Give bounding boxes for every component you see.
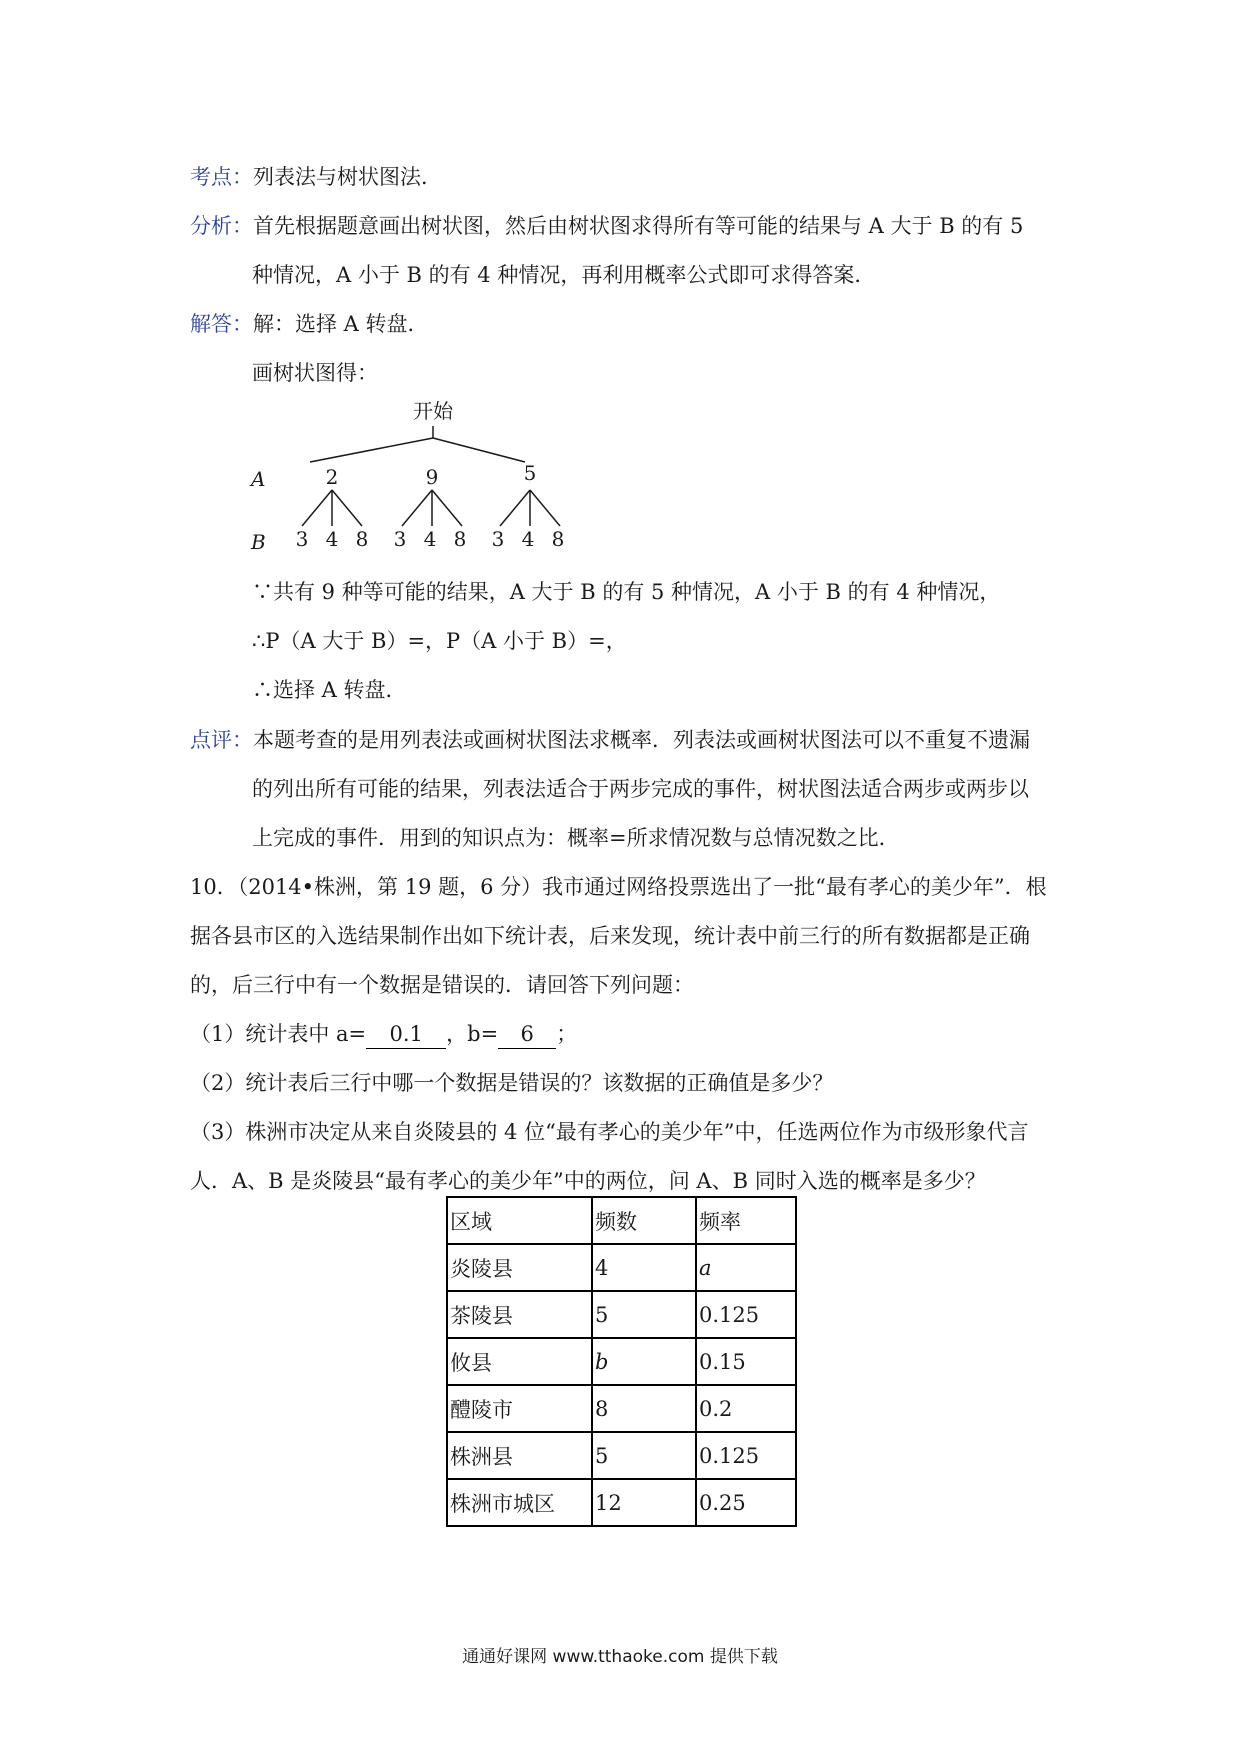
fenxi-label: 分析：	[190, 214, 253, 238]
dianping-label: 点评：	[190, 728, 253, 752]
tree-b-3-8: 8	[551, 527, 565, 551]
tree-b-2-4: 4	[423, 527, 437, 551]
table-header-row	[447, 1197, 796, 1244]
fenxi-text-1: 首先根据题意画出树状图，然后由树状图求得所有等可能的结果与 A 大于 B 的有 5	[253, 214, 1024, 238]
q10-part-3-line-1: （3）株洲市决定从来自炎陵县的 4 位“最有孝心的美少年”中，任选两位作为市级形象代言	[190, 1120, 1029, 1144]
table-cell: 醴陵市	[447, 1385, 592, 1432]
table-cell: a	[696, 1244, 796, 1291]
table-cell: 4	[592, 1244, 696, 1291]
table-cell: 0.25	[696, 1479, 796, 1526]
table-header-cell: 频数	[592, 1197, 696, 1244]
table-header-cell: 频率	[696, 1197, 796, 1244]
tree-b-1-3: 3	[295, 527, 309, 551]
answer-a-blank: 0.1	[366, 1020, 446, 1049]
tree-b-1-8: 8	[355, 527, 369, 551]
table-cell: 5	[592, 1291, 696, 1338]
tree-row-a-label: A	[251, 467, 266, 491]
tree-b-1-4: 4	[325, 527, 339, 551]
table-cell: 8	[592, 1385, 696, 1432]
dianping-line-1	[190, 726, 1030, 754]
q10-part-1-mid: ，b=	[446, 1022, 499, 1046]
table-cell: 炎陵县	[447, 1244, 592, 1291]
jieda-label: 解答：	[190, 312, 253, 336]
table-cell: 5	[592, 1432, 696, 1479]
fenxi-line-1	[190, 212, 1023, 240]
q10-line-3: 的，后三行中有一个数据是错误的．请回答下列问题：	[190, 973, 694, 997]
table-row	[447, 1291, 796, 1338]
tree-b-3-4: 4	[521, 527, 535, 551]
q10-part-1	[190, 1020, 577, 1049]
page-footer: 通通好课网 www.tthaoke.com 提供下载	[462, 1647, 778, 1667]
q10-part-3-line-2: 人．A、B 是炎陵县“最有孝心的美少年”中的两位，问 A、B 同时入选的概率是多少？	[190, 1169, 986, 1193]
q10-line-2: 据各县市区的入选结果制作出如下统计表，后来发现，统计表中前三行的所有数据都是正确	[190, 924, 1030, 948]
table-cell: 0.125	[696, 1291, 796, 1338]
jieda-line-2: 画树状图得：	[252, 361, 378, 385]
tree-b-2-8: 8	[453, 527, 467, 551]
tree-a-9: 9	[425, 465, 439, 489]
table-cell: 株洲县	[447, 1432, 592, 1479]
tree-diagram	[245, 398, 585, 558]
jieda-text-1: 解：选择 A 转盘．	[253, 312, 429, 336]
dianping-line-3: 上完成的事件．用到的知识点为：概率=所求情况数与总情况数之比．	[252, 826, 900, 850]
table-row	[447, 1432, 796, 1479]
answer-b-blank: 6	[498, 1020, 556, 1049]
table-row	[447, 1479, 796, 1526]
jieda-line-1	[190, 310, 429, 338]
kaodian-label: 考点：	[190, 165, 253, 189]
jieda-line-3: ∵共有 9 种等可能的结果，A 大于 B 的有 5 种情况，A 小于 B 的有 4 种情况，	[252, 580, 1001, 604]
jieda-line-4: ∴P（A 大于 B）=，P（A 小于 B）=，	[252, 629, 627, 653]
kaodian-text: 列表法与树状图法．	[253, 165, 442, 189]
tree-root: 开始	[413, 399, 453, 423]
table-cell: 0.2	[696, 1385, 796, 1432]
table-cell: 0.15	[696, 1338, 796, 1385]
table-cell: b	[592, 1338, 696, 1385]
table-header-cell: 区域	[447, 1197, 592, 1244]
table-cell: 0.125	[696, 1432, 796, 1479]
tree-a-5: 5	[523, 461, 537, 485]
q10-part-1-prefix: （1）统计表中 a=	[190, 1022, 367, 1046]
table-cell: 茶陵县	[447, 1291, 592, 1338]
dianping-text-1: 本题考查的是用列表法或画树状图法求概率．列表法或画树状图法可以不重复不遗漏	[253, 728, 1030, 752]
table-row	[447, 1338, 796, 1385]
tree-b-3-3: 3	[491, 527, 505, 551]
tree-b-2-3: 3	[393, 527, 407, 551]
jieda-line-5: ∴选择 A 转盘．	[252, 678, 407, 702]
fenxi-line-2: 种情况，A 小于 B 的有 4 种情况，再利用概率公式即可求得答案．	[252, 263, 876, 287]
table-cell: 株洲市城区	[447, 1479, 592, 1526]
q10-part-1-end: ；	[556, 1022, 578, 1046]
statistics-table	[446, 1196, 797, 1527]
table-cell: 攸县	[447, 1338, 592, 1385]
table-row	[447, 1385, 796, 1432]
table-row	[447, 1244, 796, 1291]
dianping-line-2: 的列出所有可能的结果，列表法适合于两步完成的事件，树状图法适合两步或两步以	[252, 777, 1029, 801]
tree-a-2: 2	[325, 465, 339, 489]
q10-line-1: 10．（2014•株洲，第 19 题，6 分）我市通过网络投票选出了一批“最有孝心的美少年”．根	[190, 875, 1047, 899]
tree-row-b-label: B	[251, 530, 266, 554]
kaodian-line	[190, 163, 442, 191]
table-cell: 12	[592, 1479, 696, 1526]
q10-part-2: （2）统计表后三行中哪一个数据是错误的？该数据的正确值是多少？	[190, 1071, 834, 1095]
